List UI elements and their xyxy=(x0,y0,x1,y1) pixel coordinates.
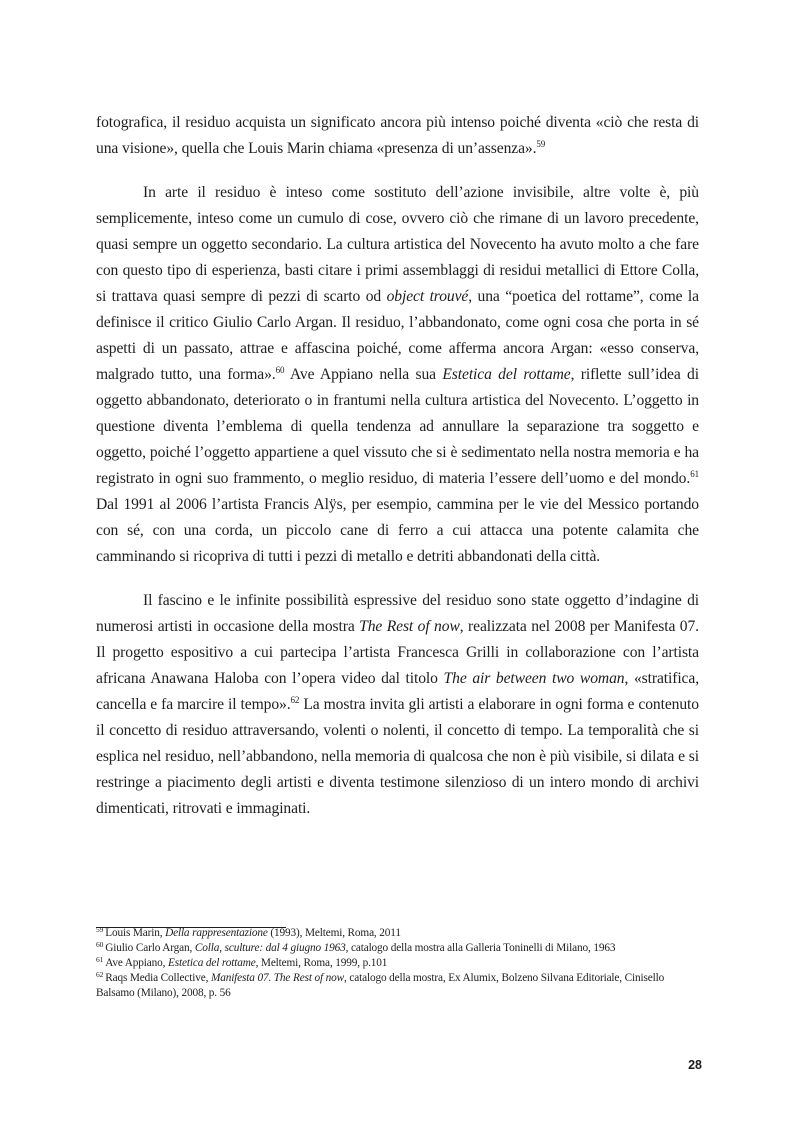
footnote-59 xyxy=(96,926,702,941)
footnotes xyxy=(96,926,702,1001)
page-number: 28 xyxy=(688,1058,702,1072)
footnote-text: (1993), Meltemi, Roma, 2011 xyxy=(267,927,401,939)
footnote-61 xyxy=(96,956,702,971)
paragraph-1-text: fotografica, il residuo acquista un significato ancora più intenso poiché diventa «ciò che resta di una visione», quella che Louis Marin chiama «presenza di un’assenza». xyxy=(96,114,699,157)
paragraph-1 xyxy=(96,110,699,162)
footnote-number: 61 xyxy=(96,955,104,964)
footnote-text: Giulio Carlo Argan, xyxy=(105,942,195,954)
paragraph-2-text-d: , riflette sull’idea di oggetto abbandonato, deteriorato o in frantumi nella cultura artistica del Novecento. L’oggetto in questione diventa l’emblema di quella tendenza ad annullare la separazione tra soggetto e oggetto, poiché l’oggetto appartiene a quel vissuto che si è sedimentato nella nostra memoria e ha registrato in ogni suo frammento, o meglio residuo, di materia l’essere dell’uomo e del mondo. xyxy=(96,366,699,487)
paragraph-2-italic-object-trouve: object trouvé xyxy=(386,288,469,305)
paragraph-2-text-e: Dal 1991 al 2006 l’artista Francis Alÿs, per esempio, cammina per le vie del Messico portando con sé, con una corda, un piccolo cane di ferro a cui attacca una potente calamita che camminando si ricopriva di tutti i pezzi di metallo e detriti abbandonati della città. xyxy=(96,496,699,565)
paragraph-3-text-d: La mostra invita gli artisti a elaborare in ogni forma e contenuto il concetto di residuo attraversando, volenti o nolenti, il concetto di tempo. La temporalità che si esplica nel residuo, nell’abbandono, nella memoria di qualcosa che non è più visibile, si dilata e si restringe a piacimento degli artisti e diventa testimone silenzioso di un intero mondo di archivi dimenticati, ritrovati e immaginati. xyxy=(96,696,699,817)
paragraph-3-text-c: , «stratifica, cancella e fa marcire il tempo». xyxy=(96,670,699,713)
footnote-ref-60: 60 xyxy=(275,365,285,375)
footnote-60 xyxy=(96,941,702,956)
footnote-text: Louis Marin, xyxy=(105,927,166,939)
footnote-62 xyxy=(96,971,702,1001)
footnote-number: 60 xyxy=(96,940,104,949)
footnote-ref-61: 61 xyxy=(690,469,699,479)
paragraph-2-italic-estetica: Estetica del rottame xyxy=(442,366,571,383)
footnote-number: 62 xyxy=(96,970,104,979)
paragraph-3-text-b: , realizzata nel 2008 per Manifesta 07. Il progetto espositivo a cui partecipa l’artista Francesca Grilli in collaborazione con l’artista africana Anawana Haloba con l’opera video dal titolo xyxy=(96,618,699,687)
paragraph-2-text-b: , una “poetica del rottame”, come la definisce il critico Giulio Carlo Argan. Il residuo, l’abbandonato, come ogni cosa che porta in sé aspetti di un passato, attrae e affascina poiché, come afferma ancora Argan: «esso conserva, malgrado tutto, una forma». xyxy=(96,288,699,383)
footnote-text: , catalogo della mostra alla Galleria Toninelli di Milano, 1963 xyxy=(345,942,616,954)
paragraph-2 xyxy=(96,180,699,570)
footnote-italic: Manifesta 07. The Rest of now xyxy=(210,972,345,984)
footnote-text: Raqs Media Collective, xyxy=(105,972,211,984)
paragraph-3-text-a: Il fascino e le infinite possibilità espressive del residuo sono state oggetto d’indagine di numerosi artisti in occasione della mostra xyxy=(96,592,699,635)
paragraph-3 xyxy=(96,588,699,822)
footnote-text: , Meltemi, Roma, 1999, p.101 xyxy=(255,957,388,969)
body-text xyxy=(96,110,699,840)
footnote-italic: Della rappresentazione xyxy=(165,927,268,939)
footnote-number: 59 xyxy=(96,925,104,934)
paragraph-3-italic-rest-of-now: The Rest of now xyxy=(359,618,460,635)
footnote-text: Ave Appiano, xyxy=(105,957,168,969)
footnote-italic: Estetica del rottame xyxy=(168,957,256,969)
footnote-italic: Colla, sculture: dal 4 giugno 1963 xyxy=(194,942,346,954)
paragraph-3-italic-air-between: The air between two woman xyxy=(443,670,625,687)
paragraph-2-text-c: Ave Appiano nella sua xyxy=(284,366,443,383)
footnote-ref-62: 62 xyxy=(290,695,300,705)
footnote-text: , catalogo della mostra, Ex Alumix, Bolzeno Silvana Editoriale, Cinisello Balsamo (Milano), 2008, p. 56 xyxy=(96,972,665,999)
footnote-ref-59: 59 xyxy=(536,139,546,149)
paragraph-2-text-a: In arte il residuo è inteso come sostituto dell’azione invisibile, altre volte è, più semplicemente, inteso come un cumulo di cose, ovvero ciò che rimane di un lavoro precedente, quasi sempre un oggetto secondario. La cultura artistica del Novecento ha avuto molto a che fare con questo tipo di esperienza, basti citare i primi assemblaggi di residui metallici di Ettore Colla, si trattava quasi sempre di pezzi di scarto od xyxy=(96,184,699,305)
